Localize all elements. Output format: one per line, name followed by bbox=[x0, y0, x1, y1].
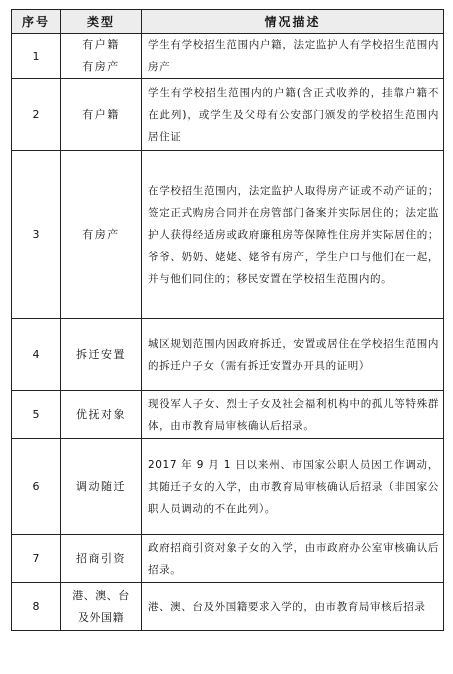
row-number: 6 bbox=[12, 439, 61, 535]
row-number: 3 bbox=[12, 151, 61, 319]
row-type: 拆迁安置 bbox=[61, 319, 142, 391]
table-row bbox=[12, 583, 444, 631]
table-row bbox=[12, 79, 444, 151]
table-row bbox=[12, 34, 444, 79]
row-number: 4 bbox=[12, 319, 61, 391]
row-type: 优抚对象 bbox=[61, 391, 142, 439]
row-description: 城区规划范围内因政府拆迁，安置或居住在学校招生范围内的拆迁户子女（需有拆迁安置办开具的证明） bbox=[142, 319, 444, 391]
row-type: 招商引资 bbox=[61, 535, 142, 583]
table-header-row bbox=[12, 10, 444, 34]
row-number: 5 bbox=[12, 391, 61, 439]
row-number: 1 bbox=[12, 34, 61, 79]
row-description: 港、澳、台及外国籍要求入学的，由市教育局审核后招录 bbox=[142, 583, 444, 631]
row-type: 有房产 bbox=[61, 151, 142, 319]
header-description: 情况描述 bbox=[142, 10, 444, 34]
row-description: 2017 年 9 月 1 日以来州、市国家公职人员因工作调动，其随迁子女的入学，由市教育局审核确认后招录（非国家公职人员调动的不在此列）。 bbox=[142, 439, 444, 535]
row-number: 8 bbox=[12, 583, 61, 631]
policy-table bbox=[11, 9, 444, 631]
row-type: 有户籍 有房产 bbox=[61, 34, 142, 79]
table-row bbox=[12, 535, 444, 583]
row-type: 调动随迁 bbox=[61, 439, 142, 535]
row-type: 有户籍 bbox=[61, 79, 142, 151]
row-description: 政府招商引资对象子女的入学，由市政府办公室审核确认后招录。 bbox=[142, 535, 444, 583]
table-row bbox=[12, 391, 444, 439]
header-number: 序号 bbox=[12, 10, 61, 34]
row-description: 在学校招生范围内，法定监护人取得房产证或不动产证的；签定正式购房合同并在房管部门备案并实际居住的；法定监护人获得经适房或政府廉租房等保障性住房并实际居住的；爷爷、奶奶、姥姥、姥爷有房产，学生户口与他们在一起，并与他们同住的；移民安置在学校招生范围内的。 bbox=[142, 151, 444, 319]
row-description: 学生有学校招生范围内户籍，法定监护人有学校招生范围内房产 bbox=[142, 34, 444, 79]
table-row bbox=[12, 319, 444, 391]
row-type: 港、澳、台 及外国籍 bbox=[61, 583, 142, 631]
row-description: 现役军人子女、烈士子女及社会福利机构中的孤儿等特殊群体，由市教育局审核确认后招录。 bbox=[142, 391, 444, 439]
row-number: 2 bbox=[12, 79, 61, 151]
header-type: 类型 bbox=[61, 10, 142, 34]
table-row bbox=[12, 151, 444, 319]
table-row bbox=[12, 439, 444, 535]
row-description: 学生有学校招生范围内的户籍(含正式收养的，挂靠户籍不在此列)，或学生及父母有公安部门颁发的学校招生范围内居住证 bbox=[142, 79, 444, 151]
row-number: 7 bbox=[12, 535, 61, 583]
